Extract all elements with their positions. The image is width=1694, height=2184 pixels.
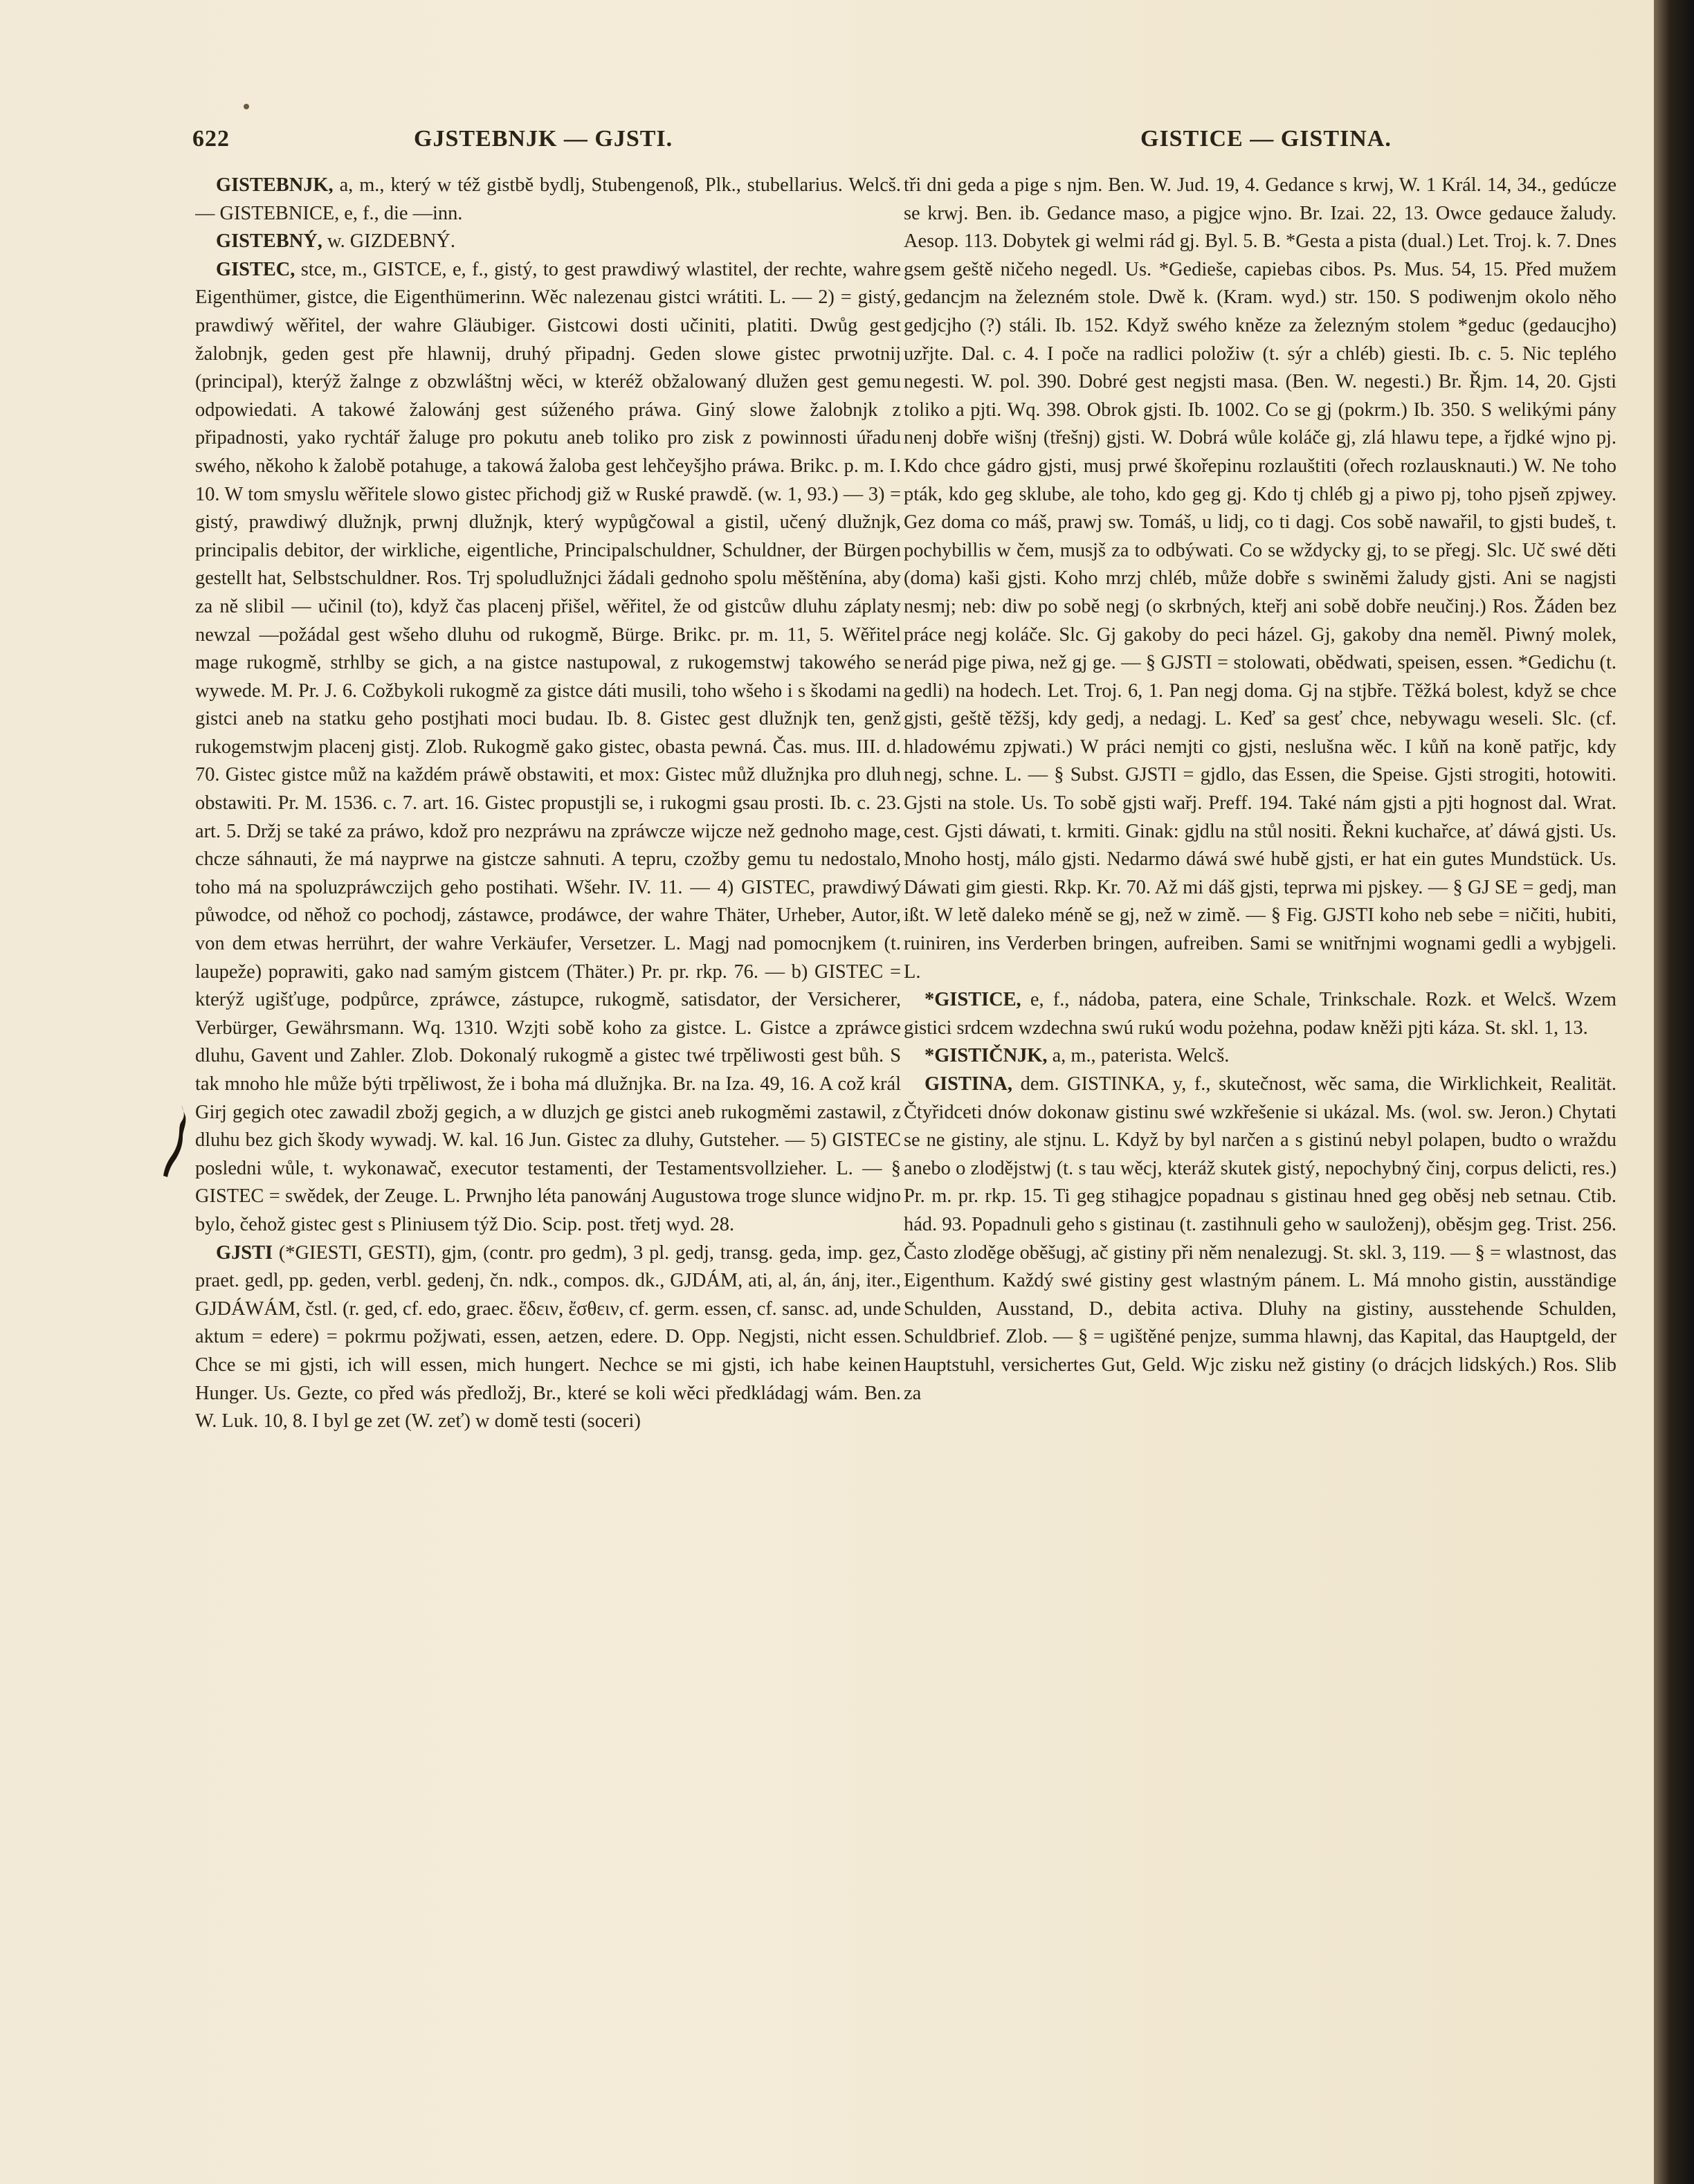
entry-gistebny	[195, 228, 901, 256]
manicule-icon	[161, 1104, 188, 1180]
entry-gisticnjk	[904, 1042, 1616, 1071]
headword: GISTEBNÝ,	[216, 230, 322, 253]
entry-gistice	[904, 986, 1616, 1042]
entry-text: (*GIESTI, GESTI), gjm, (contr. pro gedm), 3 pl. gedj, transg. geda, imp. gez, praet. gedl, pp. geden, verbl. gedenj, čn. ndk., compos. dk., GJDÁM, ati, al, án, ánj, iter., GJDÁWÁM, čstl. (r. ged, cf. edo, graec. ἔδειν, ἔσθειν, cf. germ. essen, cf. sansc. ad, unde aktum = edere) = pokrmu požjwati, essen, aetzen, edere. D. Opp. Negjsti, nicht essen. Chce se mi gjsti, ich will essen, mich hungert. Nechce se mi gjsti, ich habe keinen Hunger. Us. Gezte, co před wás předložj, Br., které se koli wěci předkládagj wám. Ben. W. Luk. 10, 8. I byl ge zet (W. zeť) w domě testi (soceri)	[195, 1241, 901, 1432]
entry-gistina	[904, 1071, 1616, 1408]
entry-text: a, m., který w též gistbě bydlj, Stubengenoß, Plk., stubellarius. Welcš. — GISTEBNICE, e, f., die —inn.	[195, 174, 901, 224]
entry-gistec	[195, 256, 901, 1239]
headword: GJSTI	[216, 1241, 273, 1264]
binding-edge	[1654, 0, 1694, 2184]
headword: *GISTIČNJK,	[925, 1045, 1048, 1067]
entry-text: a, m., paterista. Welcš.	[1047, 1045, 1230, 1067]
entry-text: stce, m., GISTCE, e, f., gistý, to gest prawdiwý wlastitel, der rechte, wahre Eigenthümer, gistce, die Eigenthümerinn. Wěc nalezenau gistci wrátiti. L. — 2) = gistý, prawdiwý wěřitel, der wahre Gläubiger. Gistcowi dosti učiniti, platiti. Dwůg gest žalobnjk, geden gest pře hlawnij, druhý připadnj. Geden slowe gistec prwotnij (principal), kterýž žalnge z obzwláštnj wěci, w kteréž obžalowaný dlužen gest gemu odpowiedati. A takowé žalowánj gest súženého práwa. Giný slowe žalobnjk z připadnosti, yako rychtář žaluge pro pokutu aneb toliko pro zisk z powinnosti úřadu swého, někoho k žalobě potahuge, a takowá žaloba gest lehčeyšjho práwa. Brikc. p. m. I. 10. W tom smyslu wěřitele slowo gistec přichodj giž w Ruské prawdě. (w. 1, 93.) — 3) = gistý, prawdiwý dlužnjk, prwnj dlužnjk, který wypůgčowal a gistil, učený dlužnjk, principalis debitor, der wirkliche, eigentliche, Principalschuldner, Schuldner, der Bürgen gestellt hat, Selbstschuldner. Ros. Trj spoludlužnjci žádali gednoho spolu měštěnína, aby za ně slibil — učinil (to), když čas placenj přišel, wěřitel, že od gistcůw dluhu záplaty newzal —požádal gest wšeho dluhu od rukogmě, Bürge. Brikc. pr. m. 11, 5. Wěřitel mage rukogmě, strhlby se gich, a na gistce nastupowal, z rukogemstwj takowého se wywede. M. Pr. J. 6. Cožbykoli rukogmě za gistce dáti musili, toho wšeho i s škodami na gistci aneb na statku geho postjhati moci budau. Ib. 8. Gistec gest dlužnjk ten, genž rukogemstwjm placenj gistj. Zlob. Rukogmě gako gistec, obasta pewná. Čas. mus. III. d. 70. Gistec gistce můž na každém práwě obstawiti, et mox: Gistec můž dlužnjka pro dluh obstawiti. Pr. M. 1536. c. 7. art. 16. Gistec propustjli se, i rukogmi gsau prosti. Ib. c. 23. art. 5. Držj se také za práwo, kdož pro nezpráwu na zpráwcze wijcze než gednoho mage, chcze sáhnauti, že má nayprwe na gistcze sahnuti. A tepru, czožby gemu tu nedostalo, toho má na spoluzpráwczijch geho postihati. Wšehr. IV. 11. — 4) GISTEC, prawdiwý půwodce, od něhož co pochodj, zástawce, prodáwce, der wahre Thäter, Urheber, Autor, von dem etwas herrührt, der wahre Verkäufer, Versetzer. L. Magj nad pomocnjkem (t. laupeže) poprawiti, gako nad samým gistcem (Thäter.) Pr. pr. rkp. 76. — b) GISTEC = kterýž ugišťuge, podpůrce, zpráwce, zástupce, rukogmě, satisdator, der Versicherer, Verbürger, Gewährsmann. Wq. 1310. Wzjti sobě koho za gistce. L. Gistce a zpráwce dluhu, Gavent und Zahler. Zlob. Dokonalý rukogmě a gistec twé trpěliwosti gest bůh. S tak mnoho hle může býti trpěliwost, že i boha má dlužnjka. Br. na Iza. 49, 16. A což král Girj gegich otec zawadil zbožj gegich, a w dluzjch ge gistci aneb rukogměmi zastawil, z dluhu bez gich škody wywadj. W. kal. 16 Jun. Gistec za dluhy, Gutsteher. — 5) GISTEC posledni wůle, t. wykonawač, executor testamenti, der Testamentsvollzieher. L. — § GISTEC = swědek, der Zeuge. L. Prwnjho léta panowánj Augustowa troge slunce widjno bylo, čehož gistec gest s Pliniusem týž Dio. Scip. post. třetj wyd. 28.	[195, 258, 901, 1235]
headword: *GISTICE,	[925, 989, 1021, 1011]
headword: GISTEC,	[216, 258, 295, 280]
headword: GISTINA,	[925, 1073, 1013, 1095]
entry-text: w. GIZDEBNÝ.	[322, 230, 455, 253]
ink-speck	[244, 104, 249, 109]
right-running-title: GISTICE — GISTINA.	[1140, 126, 1392, 152]
entry-gjsti	[195, 1239, 901, 1436]
entry-text: dem. GISTINKA, y, f., skutečnost, wěc sama, die Wirklichkeit, Realität. Čtyřidceti dnów dokonaw gistinu swé wzkřešenie si ukázal. Ms. (wol. sw. Jeron.) Chytati se ne gistiny, ale stjnu. L. Když by byl narčen a s gistinú nebyl polapen, budto o wraždu anebo o zlodějstwj (t. s tau wěcj, kteráž skutek gistý, nepochybný činj, corpus delicti, res.) Pr. m. pr. rkp. 15. Ti geg stihagjce popadnau s gistinau hned geg oběsj neb setnau. Ctib. hád. 93. Popadnuli geho s gistinau (t. zastihnuli geho w sauloženj), oběsjm geg. Trist. 256. Často zloděge oběšugj, ač gistiny při něm nenalezugj. St. skl. 3, 119. — § = wlastnost, das Eigenthum. Každý swé gistiny gest wlastným pánem. L. Má mnoho gistin, ausständige Schulden, Ausstand, D., debita activa. Dluhy na gistiny, ausstehende Schulden, Schuldbrief. Zlob. — § = ugištěné penjze, summa hlawnj, das Kapital, das Hauptgeld, der Hauptstuhl, versichertes Gut, Geld. Wjc zisku než gistiny (o drácjch lidských.) Ros. Slib za	[904, 1073, 1616, 1404]
entry-gistebnjk	[195, 172, 901, 228]
page-number: 622	[192, 126, 230, 152]
right-column	[904, 172, 1616, 2102]
running-head	[192, 126, 1574, 167]
entry-text: e, f., nádoba, patera, eine Schale, Trinkschale. Rozk. et Welcš. Wzem gistici srdcem wzdechna swú rukú wodu pożehna, podaw kněži pjti káza. St. skl. 1, 13.	[904, 989, 1616, 1039]
entry-text: tři dni geda a pige s njm. Ben. W. Jud. 19, 4. Gedance s krwj, W. 1 Král. 14, 34., gedúcze se krwj. Ben. ib. Gedance maso, a pigjce wjno. Br. Izai. 22, 13. Owce gedauce žaludy. Aesop. 113. Dobytek gi welmi rád gj. Byl. 5. B. *Gesta a pista (dual.) Let. Troj. k. 7. Dnes gsem geště ničeho negedl. Us. *Gedieše, capiebas cibos. Ps. Mus. 54, 15. Před mužem gedancjm na železném stole. Dwě k. (Kram. wyd.) str. 150. S podiwenjm okolo něho gedjcjho (?) stáli. Ib. 152. Když swého kněze za železným stolem *geduc (gedaucjho) uzřjte. Dal. c. 4. I poče na radlici položiw (t. sýr a chléb) giesti. Ib. c. 5. Nic teplého negesti. W. pol. 390. Dobré gest negjsti masa. (Ben. W. negesti.) Br. Řjm. 14, 20. Gjsti toliko a pjti. Wq. 398. Obrok gjsti. Ib. 1002. Co se gj (pokrm.) Ib. 350. S welikými pány nenj dobře wišnj (třešnj) gjsti. W. Dobrá wůle koláče gj, zlá hlawu tepe, a řjdké wjno pj. Kdo chce gádro gjsti, musj prwé škořepinu rozlauštiti (ořech rozlausknauti.) W. Ne toho pták, kdo geg sklube, ale toho, kdo geg gj. Kdo tj chléb gj a piwo pj, toho pjseň zpjwey. Gez doma co máš, prawj sw. Tomáš, u lidj, co ti dagj. Cos sobě nawařil, to gjsti budeš, t. pochybillis w čem, musjš za to odbýwati. Co se wždycky gj, to se přegj. Slc. Uč swé děti (doma) kaši gjsti. Koho mrzj chléb, může dobře s swiněmi žaludy gjsti. Ani se nagjsti nesmj; neb: diw po sobě negj (o skrbných, kteřj ani sobě dobře neučinj.) Ros. Žáden bez práce negj koláče. Slc. Gj gakoby do peci házel. Gj, gakoby dna neměl. Piwný molek, nerád pige piwa, než gj ge. — § GJSTI = stolowati, obědwati, speisen, essen. *Gedichu (t. gedli) na hodech. Let. Troj. 6, 1. Pan negj doma. Gj na stjbře. Těžká bolest, když se chce gjsti, geště těžšj, kdy gedj, a nedagj. L. Keď sa gesť chce, nebywagu weseli. Slc. (cf. hladowému zpjwati.) W práci nemjti co gjsti, neslušna wěc. I kůň na koně patřjc, kdy negj, schne. L. — § Subst. GJSTI = gjdlo, das Essen, die Speise. Gjsti strogiti, hotowiti. Gjsti na stole. Us. To sobě gjsti wařj. Preff. 194. Také nám gjsti a pjti hognost dal. Wrat. cest. Gjsti dáwati, t. krmiti. Ginak: gjdlu na stůl nositi. Řekni kuchařce, ať dáwá gjsti. Us. Mnoho hostj, málo gjsti. Nedarmo dáwá swé hubě gjsti, er hat ein gutes Mundstück. Us. Dáwati gim giesti. Rkp. Kr. 70. Až mi dáš gjsti, teprwa mi pjskey. — § GJ SE = gedj, man ißt. W letě daleko méně se gj, než w zimě. — § Fig. GJSTI koho neb sebe = ničiti, hubiti, ruiniren, ins Verderben bringen, aufreiben. Sami se wnitřnjmi wognami gedli a wybjgeli. L.	[904, 174, 1616, 983]
headword: GISTEBNJK,	[216, 174, 334, 196]
left-column	[195, 172, 901, 2102]
left-running-title: GJSTEBNJK — GJSTI.	[414, 126, 673, 152]
entry-gjsti-continued	[904, 172, 1616, 986]
